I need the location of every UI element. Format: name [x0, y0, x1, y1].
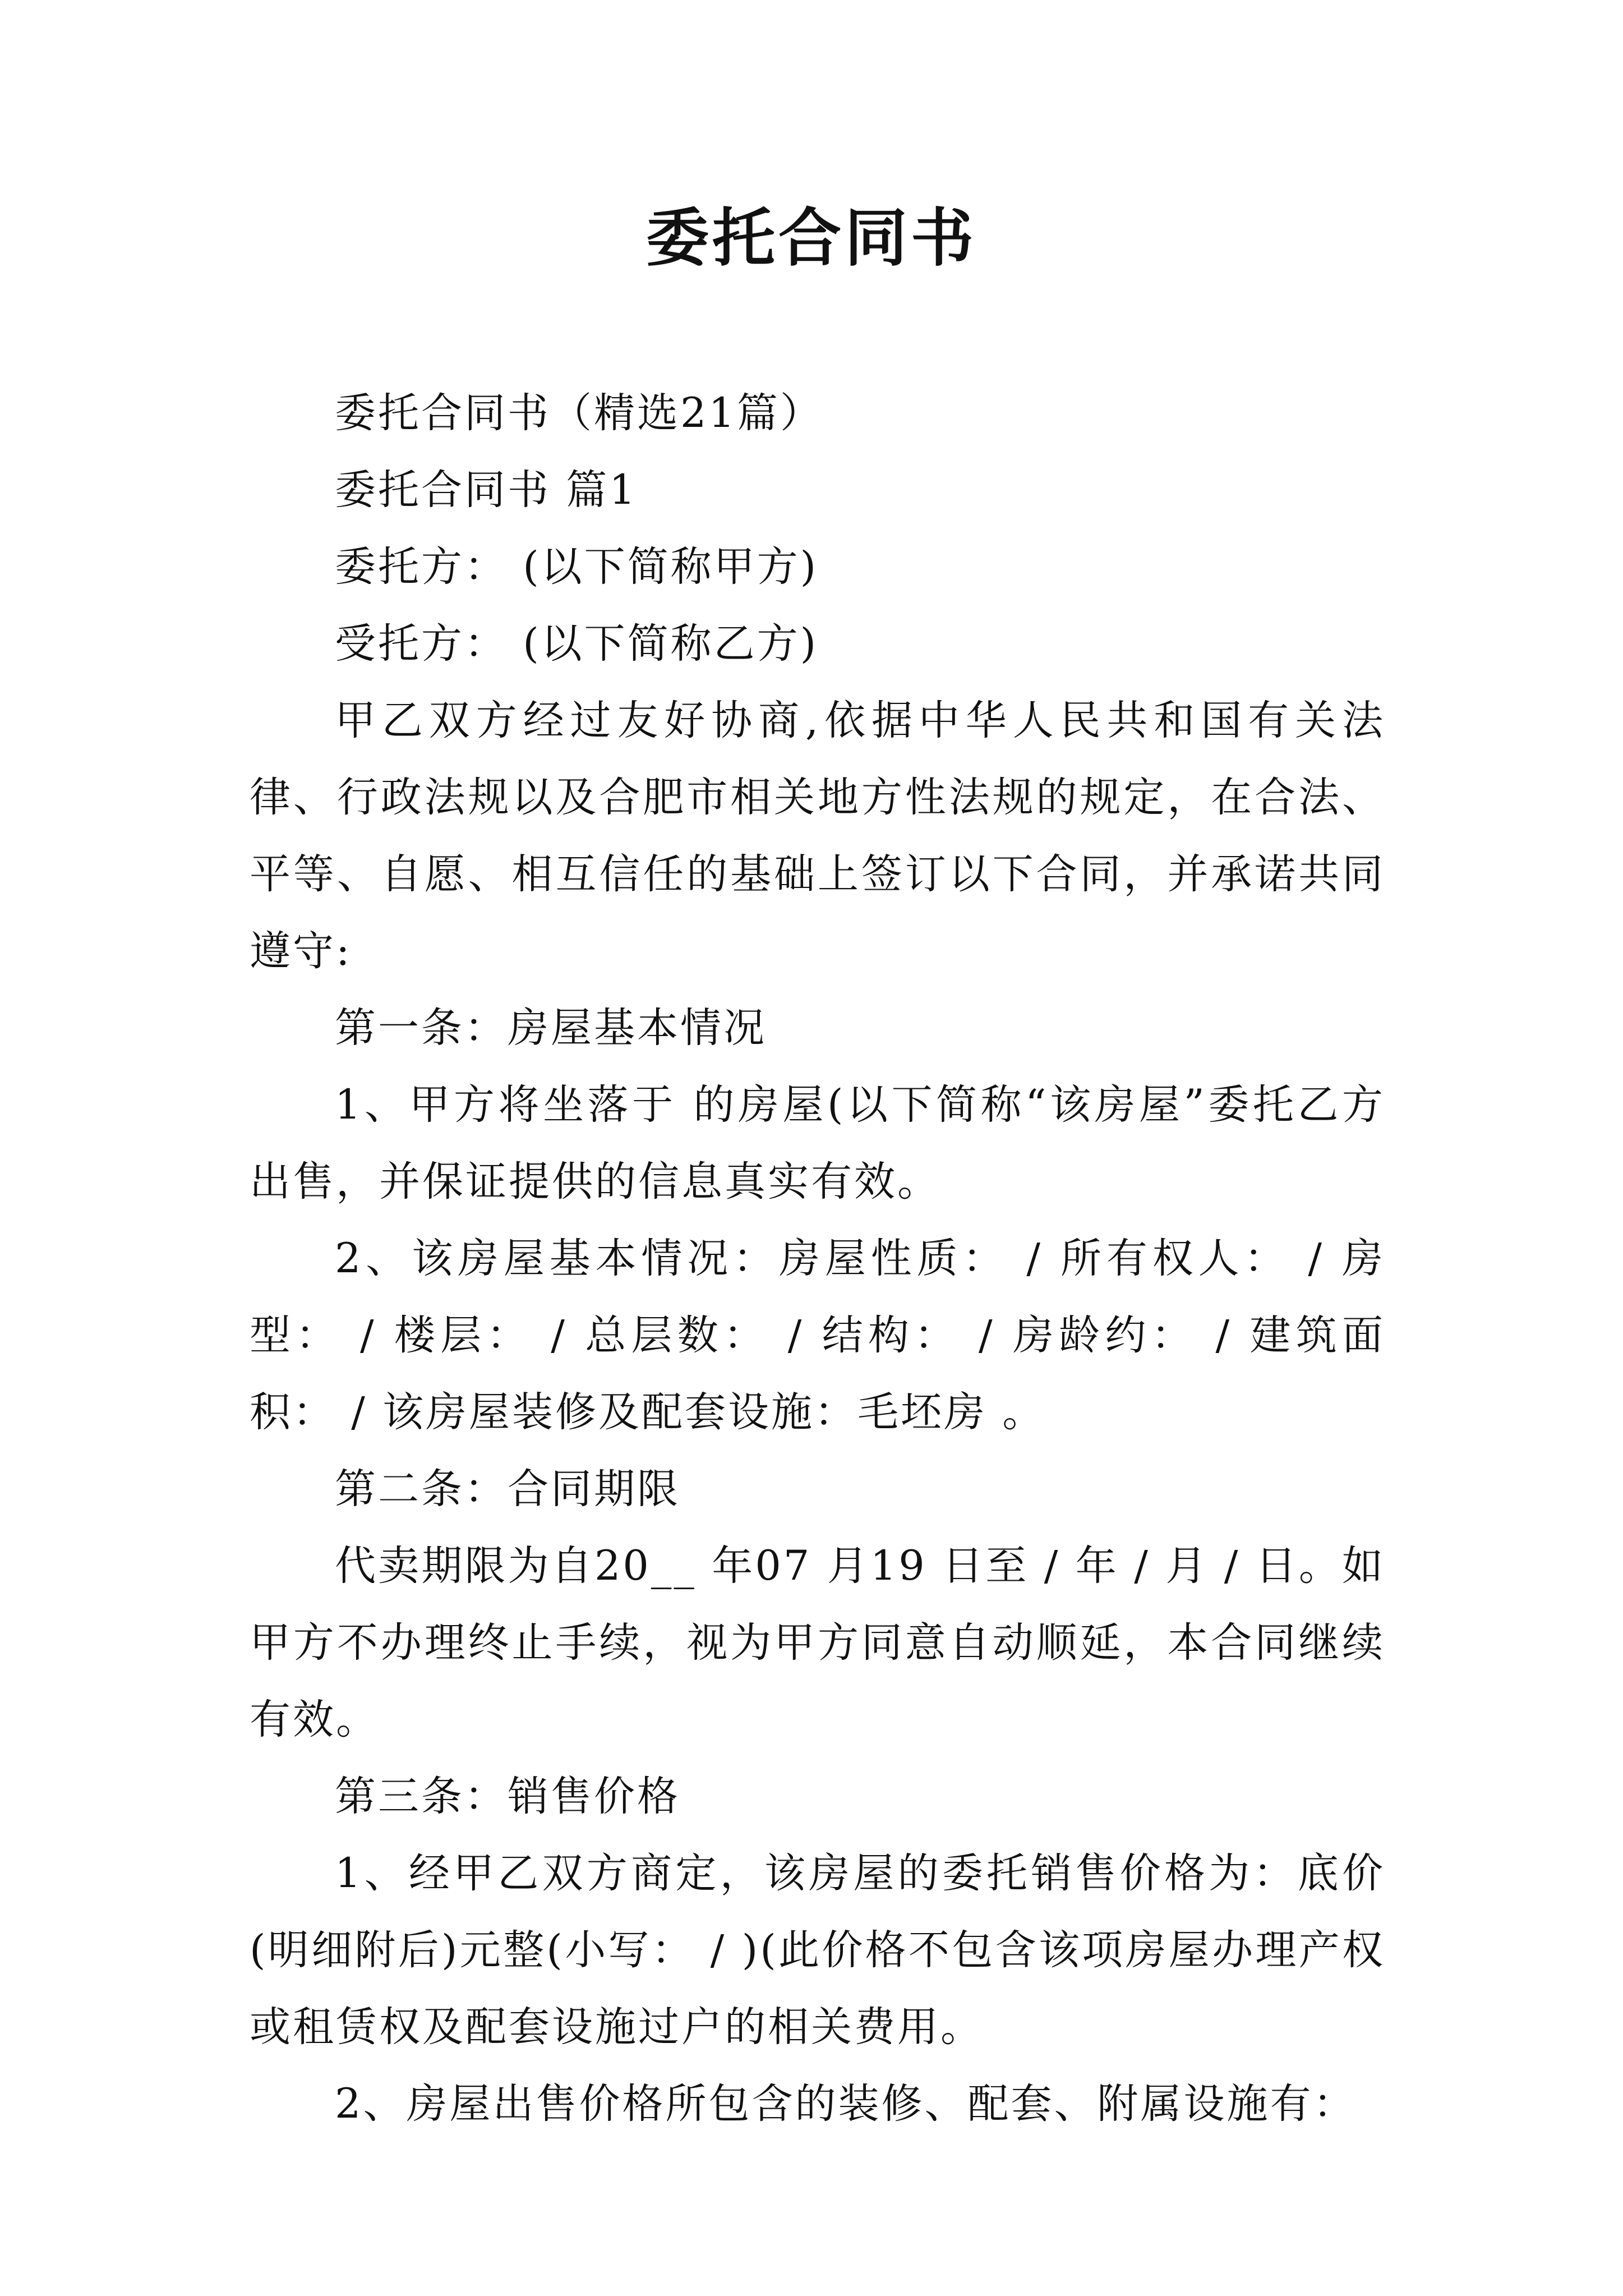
paragraph-article-1-item-2: 2、该房屋基本情况：房屋性质： / 所有权人： / 房型： / 楼层： / 总层数： / 结构： / 房龄约： / 建筑面积： / 该房屋装修及配套设施：毛坯房 。 [250, 1235, 1385, 1436]
paragraph-preamble: 甲乙双方经过友好协商,依据中华人民共和国有关法律、行政法规以及合肥市相关地方性法规的规定，在合法、平等、自愿、相互信任的基础上签订以下合同，并承诺共同遵守: [250, 697, 1385, 975]
paragraph-article-1-heading: 第一条：房屋基本情况 [335, 1004, 767, 1052]
paragraph-article-3-item-2: 2、房屋出售价格所包含的装修、配套、附属设施有： [335, 2080, 1357, 2128]
paragraph-article-2-term: 代卖期限为自20__ 年07 月19 日至 / 年 / 月 / 日。如甲方不办理终止手续，视为甲方同意自动顺延，本合同继续有效。 [250, 1542, 1385, 1743]
paragraph-client-party: 委托方： (以下简称甲方) [335, 543, 819, 591]
document-body [250, 375, 1385, 2142]
paragraph-article-3-heading: 第三条：销售价格 [335, 1773, 680, 1820]
paragraph-agent-party: 受托方： (以下简称乙方) [335, 620, 819, 668]
paragraph-article-1-item-1: 1、甲方将坐落于 的房屋(以下简称“该房屋”委托乙方出售，并保证提供的信息真实有效。 [250, 1081, 1385, 1205]
paragraph-article-3-item-1: 1、经甲乙双方商定，该房屋的委托销售价格为：底价(明细附后)元整(小写： / )(此价格不包含该项房屋办理产权或租赁权及配套设施过户的相关费用。 [250, 1849, 1385, 2051]
paragraph-subtitle: 委托合同书（精选21篇） [335, 389, 823, 437]
paragraph-article-2-heading: 第二条：合同期限 [335, 1465, 680, 1513]
paragraph-section-heading: 委托合同书 篇1 [335, 466, 638, 514]
document-title: 委托合同书 [646, 201, 977, 275]
